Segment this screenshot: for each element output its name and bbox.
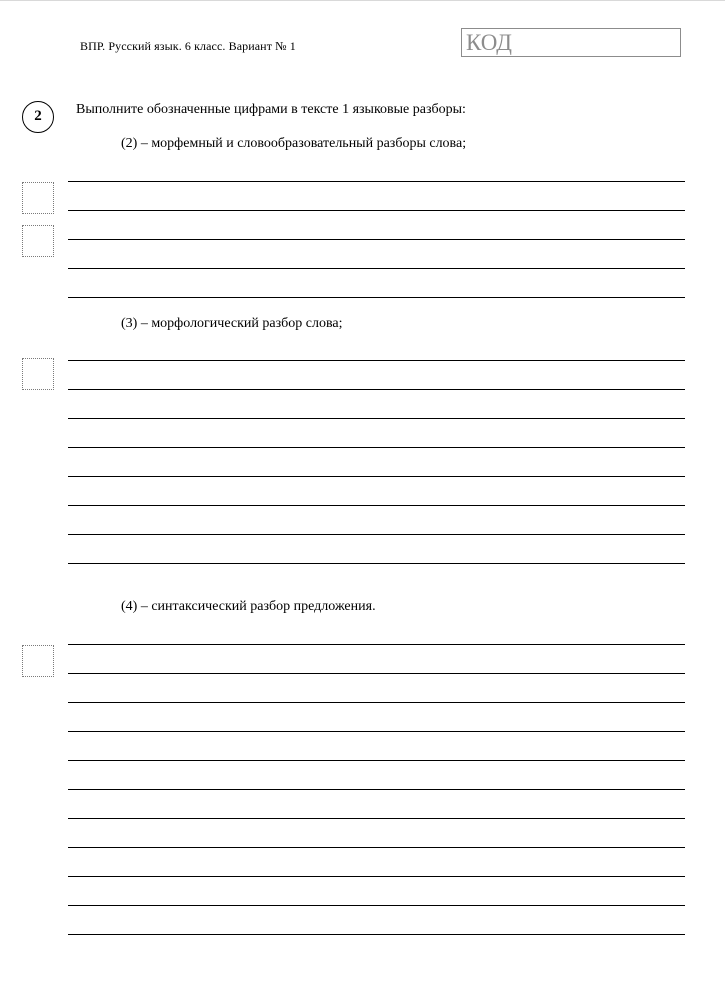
answer-line[interactable] xyxy=(68,731,685,732)
part-4-label: (4) – синтаксический разбор предложения. xyxy=(121,599,376,614)
code-field[interactable]: КОД xyxy=(461,28,681,57)
answer-line[interactable] xyxy=(68,181,685,182)
answer-line[interactable] xyxy=(68,847,685,848)
answer-line[interactable] xyxy=(68,418,685,419)
page-top-border xyxy=(0,0,725,1)
score-box-part-4[interactable] xyxy=(22,645,54,677)
part-2-label: (2) – морфемный и словообразовательный разборы слова; xyxy=(121,136,467,151)
answer-line[interactable] xyxy=(68,476,685,477)
answer-line[interactable] xyxy=(68,360,685,361)
answer-line[interactable] xyxy=(68,505,685,506)
answer-line[interactable] xyxy=(68,702,685,703)
answer-line[interactable] xyxy=(68,760,685,761)
part-3-label: (3) – морфологический разбор слова; xyxy=(121,316,343,331)
score-box-part-3[interactable] xyxy=(22,358,54,390)
answer-line[interactable] xyxy=(68,447,685,448)
answer-line[interactable] xyxy=(68,389,685,390)
score-box-part-2a[interactable] xyxy=(22,182,54,214)
answer-line[interactable] xyxy=(68,644,685,645)
task-number-badge: 2 xyxy=(22,101,54,133)
answer-line[interactable] xyxy=(68,818,685,819)
answer-line[interactable] xyxy=(68,563,685,564)
answer-line[interactable] xyxy=(68,789,685,790)
answer-line[interactable] xyxy=(68,876,685,877)
score-box-part-2b[interactable] xyxy=(22,225,54,257)
page-header-title: ВПР. Русский язык. 6 класс. Вариант № 1 xyxy=(80,39,296,53)
answer-line[interactable] xyxy=(68,934,685,935)
answer-line[interactable] xyxy=(68,239,685,240)
answer-line[interactable] xyxy=(68,673,685,674)
answer-line[interactable] xyxy=(68,268,685,269)
answer-line[interactable] xyxy=(68,905,685,906)
task-instruction: Выполните обозначенные цифрами в тексте 1 языковые разборы: xyxy=(76,102,466,117)
answer-line[interactable] xyxy=(68,534,685,535)
answer-line[interactable] xyxy=(68,297,685,298)
answer-line[interactable] xyxy=(68,210,685,211)
